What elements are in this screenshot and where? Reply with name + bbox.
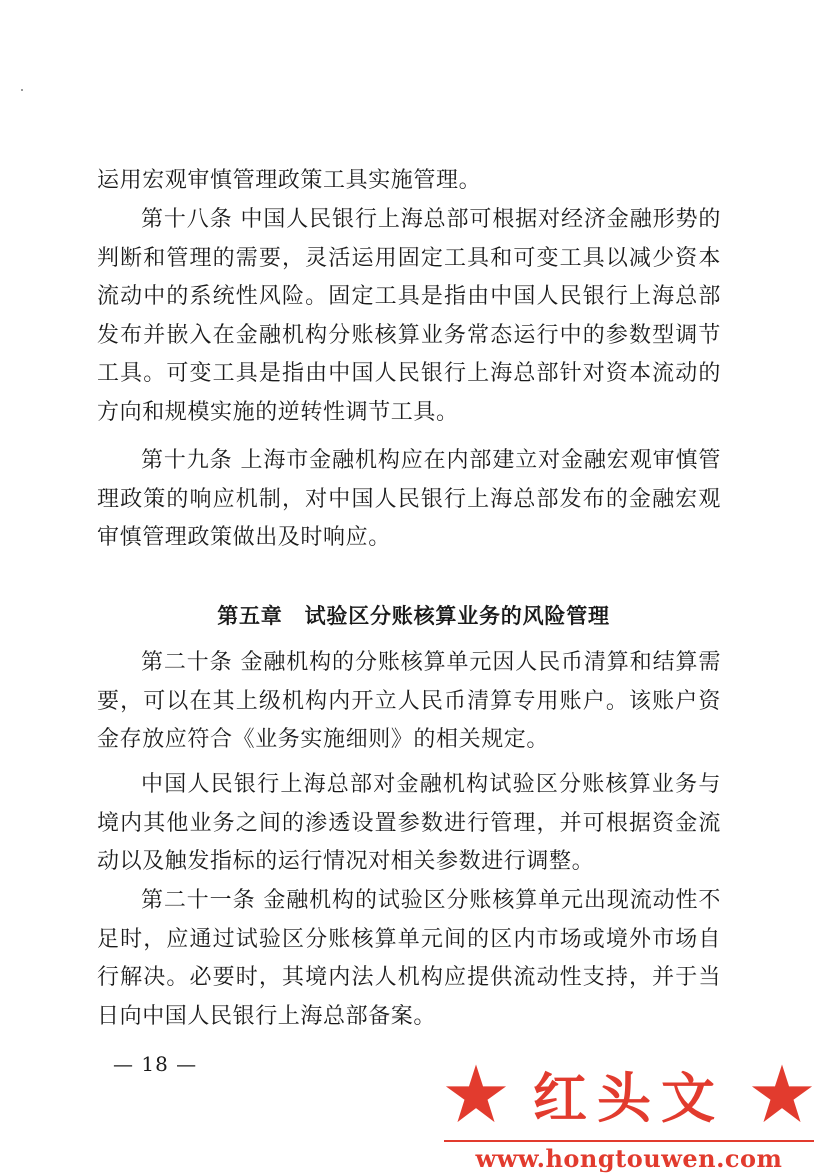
paragraph-continuation: 运用宏观审慎管理政策工具实施管理。 xyxy=(97,168,482,193)
star-icon xyxy=(750,1062,814,1126)
chapter-heading xyxy=(0,600,827,630)
chapter-number: 第五章 xyxy=(217,604,283,628)
paragraph-article-19: 第十九条 上海市金融机构应在内部建立对金融宏观审慎管理政策的响应机制，对中国人民银行上海总部发布的金融宏观审慎管理政策做出及时响应。 xyxy=(97,448,721,551)
watermark-rule xyxy=(444,1140,814,1142)
paragraph-article-18: 第十八条 中国人民银行上海总部可根据对经济金融形势的判断和管理的需要，灵活运用固定工具和可变工具以减少资本流动中的系统性风险。固定工具是指由中国人民银行上海总部发布并嵌入在金融机构分账核算业务常态运行中的参数型调节工具。可变工具是指由中国人民银行上海总部针对资本流动的方向和规模实施的逆转性调节工具。 xyxy=(97,207,721,425)
watermark-title: 红头文 xyxy=(533,1065,725,1130)
page-number: — 18 — xyxy=(113,1052,198,1076)
watermark-url[interactable]: www.hongtouwen.com xyxy=(475,1144,783,1173)
paragraph-pboc-parameters: 中国人民银行上海总部对金融机构试验区分账核算业务与境内其他业务之间的渗透设置参数进行管理，并可根据资金流动以及触发指标的运行情况对相关参数进行调整。 xyxy=(97,772,721,875)
star-icon xyxy=(444,1062,508,1126)
watermark-title-row xyxy=(444,1058,814,1130)
chapter-title: 试验区分账核算业务的风险管理 xyxy=(304,604,610,628)
paragraph-article-21: 第二十一条 金融机构的试验区分账核算单元出现流动性不足时，应通过试验区分账核算单元间的区内市场或境外市场自行解决。必要时，其境内法人机构应提供流动性支持，并于当日向中国人民银行上海总部备案。 xyxy=(97,888,721,1029)
watermark xyxy=(444,1058,814,1173)
paragraph-article-20: 第二十条 金融机构的分账核算单元因人民币清算和结算需要，可以在其上级机构内开立人民币清算专用账户。该账户资金存放应符合《业务实施细则》的相关规定。 xyxy=(97,650,721,753)
scan-speck xyxy=(21,89,23,91)
